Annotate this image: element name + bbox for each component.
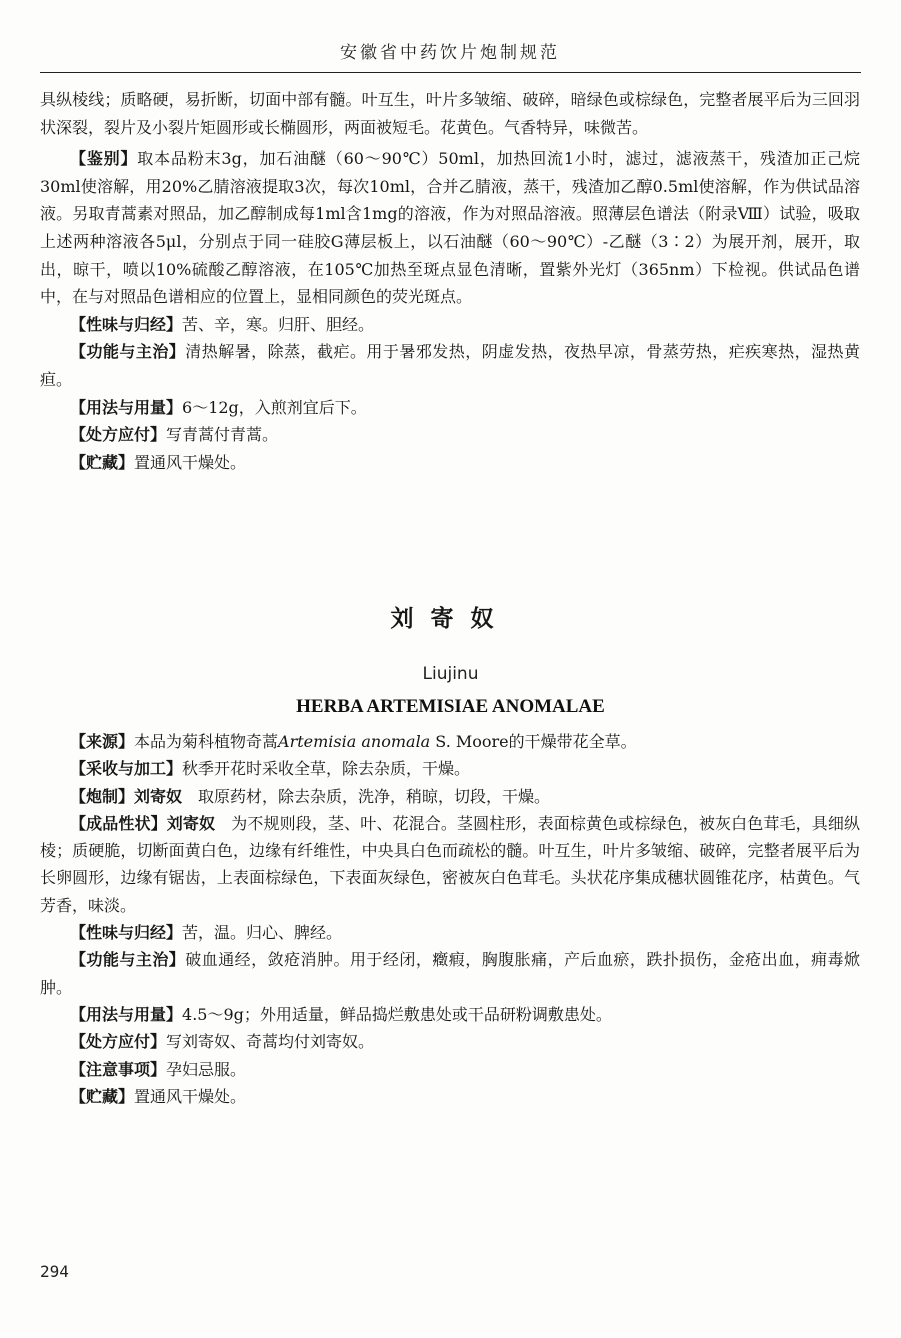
section-label: 【贮藏】	[70, 1086, 135, 1106]
section-storage	[40, 449, 860, 477]
section-text: 写青蒿付青蒿。	[166, 425, 279, 445]
section-function-indication	[40, 946, 860, 1001]
section-label: 【来源】	[70, 732, 135, 751]
section-sublabel: 刘寄奴	[134, 786, 183, 806]
section-text: 苦、辛，寒。归肝、胆经。	[182, 314, 375, 334]
entry-title: 刘寄奴	[390, 606, 511, 632]
section-label: 【处方应付】	[70, 425, 167, 445]
header-rule	[40, 72, 861, 73]
entry-latin-name: HERBA ARTEMISIAE ANOMALAE	[296, 696, 605, 717]
section-label: 【用法与用量】	[70, 397, 183, 417]
section-text: 孕妇忌服。	[166, 1059, 247, 1079]
section-text: 苦，温。归心、脾经。	[182, 923, 343, 943]
section-text: 取原药材，除去杂质，洗净，稍晾，切段，干燥。	[182, 786, 551, 806]
section-label: 【采收与加工】	[70, 759, 183, 779]
section-text: 置通风干燥处。	[134, 452, 247, 472]
section-text: 为不规则段，茎、叶、花混合。茎圆柱形，表面棕黄色或棕绿色，被灰白色茸毛，具细纵棱；质硬脆，切断面黄白色，边缘有纤维性，中央具白色而疏松的髓。叶互生，叶片多皱缩、破碎，完整者展平后为长卵圆形，边缘有锯齿，上表面棕绿色，下表面灰绿色，密被灰白色茸毛。头状花序集成穗状圆锥花序，枯黄色。气芳香，味淡。	[40, 813, 860, 915]
section-characteristics	[40, 810, 860, 919]
section-processing	[40, 783, 860, 810]
section-nature-meridian	[40, 919, 860, 946]
section-usage-dosage	[40, 394, 860, 422]
section-text-after: S. Moore的干燥带花全草。	[430, 732, 637, 751]
entry-body	[40, 728, 860, 1110]
section-prescription	[40, 1028, 860, 1055]
continued-entry	[40, 86, 860, 476]
section-function-indication	[40, 338, 860, 393]
section-text: 写刘寄奴、奇蒿均付刘寄奴。	[166, 1032, 375, 1052]
page-number: 294	[40, 1262, 69, 1281]
section-text: 清热解暑，除蒸，截疟。用于暑邪发热，阴虚发热，夜热早凉，骨蒸劳热，疟疾寒热，湿热黄疸。	[40, 342, 860, 389]
section-text: 置通风干燥处。	[134, 1086, 247, 1106]
section-text: 本品为菊科植物奇蒿	[134, 732, 279, 751]
section-sublabel: 刘寄奴	[166, 813, 216, 833]
section-harvest	[40, 755, 860, 782]
section-prescription	[40, 421, 860, 449]
section-text: 破血通经，敛疮消肿。用于经闭，癥瘕，胸腹胀痛，产后血瘀，跌扑损伤，金疮出血，痈毒焮肿。	[40, 950, 860, 997]
section-label: 【成品性状】	[70, 813, 167, 833]
species-name: Artemisia anomala	[278, 732, 431, 751]
section-text: 4.5～9g；外用适量，鲜品捣烂敷患处或干品研粉调敷患处。	[182, 1004, 612, 1024]
section-usage-dosage	[40, 1001, 860, 1028]
section-label: 【注意事项】	[70, 1059, 167, 1079]
section-source	[40, 728, 860, 755]
section-nature-meridian	[40, 311, 860, 339]
section-text: 秋季开花时采收全草，除去杂质，干燥。	[182, 759, 471, 779]
section-label: 【用法与用量】	[70, 1004, 183, 1024]
section-label: 【功能与主治】	[70, 950, 186, 970]
section-label: 【贮藏】	[70, 452, 135, 472]
section-label: 【功能与主治】	[70, 342, 186, 362]
section-precautions	[40, 1056, 860, 1083]
section-label: 【炮制】	[70, 786, 135, 806]
section-text: 6～12g，入煎剂宜后下。	[182, 397, 367, 417]
section-label: 【处方应付】	[70, 1032, 167, 1052]
entry-pinyin: Liujinu	[422, 664, 479, 684]
section-label: 【鉴别】	[70, 149, 138, 169]
continued-paragraph: 具纵棱线；质略硬，易折断，切面中部有髓。叶互生，叶片多皱缩、破碎，暗绿色或棕绿色，完整者展平后为三回羽状深裂，裂片及小裂片矩圆形或长椭圆形，两面被短毛。花黄色。气香特异，味微苦。	[40, 90, 860, 137]
section-label: 【性味与归经】	[70, 314, 183, 334]
section-text: 取本品粉末3g，加石油醚（60～90℃）50ml，加热回流1小时，滤过，滤液蒸干，残渣加正己烷30ml使溶解，用20%乙腈溶液提取3次，每次10ml，合并乙腈液，蒸干，残渣加乙醇0.5ml使溶解，作为供试品溶液。另取青蒿素对照品，加乙醇制成每1ml含1mg的溶液，作为对照品溶液。照薄层色谱法（附录Ⅷ）试验，吸取上述两种溶液各5μl，分别点于同一硅胶G薄层板上，以石油醚（60～90℃）-乙醚（3∶2）为展开剂，展开，取出，晾干，喷以10%硫酸乙醇溶液，在105℃加热至斑点显色清晰，置紫外光灯（365nm）下检视。供试品色谱中，在与对照品色谱相应的位置上，显相同颜色的荧光斑点。	[40, 149, 860, 307]
running-head: 安徽省中药饮片炮制规范	[340, 43, 560, 63]
section-storage	[40, 1083, 860, 1110]
section-identification	[40, 145, 860, 311]
section-label: 【性味与归经】	[70, 923, 183, 943]
